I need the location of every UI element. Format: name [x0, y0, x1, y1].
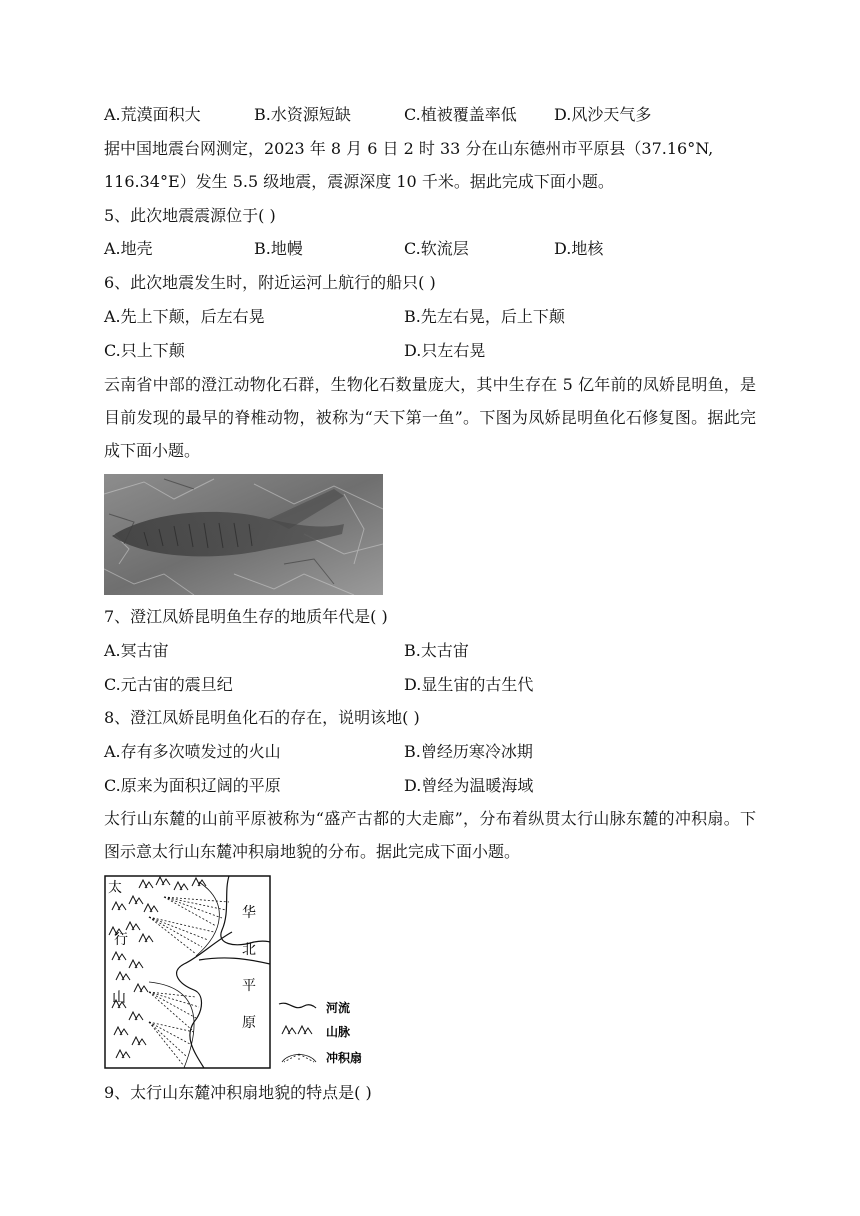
passage-fossil: 云南省中部的澄江动物化石群，生物化石数量庞大，其中生存在 5 亿年前的凤娇昆明鱼，是目前发现的最早的脊椎动物，被称为“天下第一鱼”。下图为凤娇昆明鱼化石修复图。据此完成下面小题。: [104, 375, 756, 460]
q5-option-b: B.地幔: [254, 239, 303, 258]
q7-option-d: D.显生宙的古生代: [404, 675, 534, 694]
map-label-ping: 平: [242, 978, 256, 994]
q7-option-c: C.元古宙的震旦纪: [104, 675, 233, 694]
q8-option-c: C.原来为面积辽阔的平原: [104, 776, 281, 795]
fossil-image: [104, 474, 383, 595]
legend-river-icon: [279, 1003, 316, 1008]
passage-earthquake-line1: 据中国地震台网测定，2023 年 8 月 6 日 2 时 33 分在山东德州市平原县（37.16°N,: [104, 139, 714, 158]
q6-stem: 6、此次地震发生时，附近运河上航行的船只( ): [104, 273, 436, 292]
q6-option-c: C.只上下颠: [104, 341, 185, 360]
passage-alluvial-fan: 太行山东麓的山前平原被称为“盛产古都的大走廊”，分布着纵贯太行山脉东麓的冲积扇。下图示意太行山东麓冲积扇地貌的分布。据此完成下面小题。: [104, 809, 756, 861]
map-label-bei: 北: [242, 942, 256, 958]
q6-option-a: A.先上下颠，后左右晃: [104, 307, 265, 326]
passage-earthquake-line2: 116.34°E）发生 5.5 级地震，震源深度 10 千米。据此完成下面小题。: [104, 172, 614, 191]
q5-option-d: D.地核: [554, 239, 604, 258]
q8-stem: 8、澄江凤娇昆明鱼化石的存在，说明该地( ): [104, 708, 420, 727]
q4-option-c: C.植被覆盖率低: [404, 105, 517, 124]
q7-option-a: A.冥古宙: [104, 641, 169, 660]
q6-option-b: B.先左右晃，后上下颠: [404, 307, 565, 326]
q5-stem: 5、此次地震震源位于( ): [104, 206, 276, 225]
alluvial-fan-map: [104, 872, 374, 1072]
q5-option-a: A.地壳: [104, 239, 153, 258]
map-label-yuan: 原: [242, 1015, 256, 1031]
q4-option-a: A.荒漠面积大: [104, 105, 201, 124]
map-label-hua: 华: [242, 905, 256, 921]
q9-stem: 9、太行山东麓冲积扇地貌的特点是( ): [104, 1083, 372, 1102]
legend-mountain-icon: [282, 1026, 312, 1034]
map-label-hang: 行: [114, 932, 128, 948]
q4-option-d: D.风沙天气多: [554, 105, 652, 124]
legend-fan-icon: [282, 1054, 316, 1062]
q8-option-d: D.曾经为温暖海域: [404, 776, 534, 795]
q4-option-b: B.水资源短缺: [254, 105, 351, 124]
legend-fan-label: 冲积扇: [326, 1051, 363, 1065]
q8-option-a: A.存有多次喷发过的火山: [104, 742, 281, 761]
legend-river-label: 河流: [326, 1001, 351, 1015]
q7-option-b: B.太古宙: [404, 641, 469, 660]
q8-option-b: B.曾经历寒冷冰期: [404, 742, 533, 761]
map-label-tai: 太: [108, 880, 122, 896]
q5-option-c: C.软流层: [404, 239, 469, 258]
legend-mountain-label: 山脉: [326, 1025, 351, 1039]
q6-option-d: D.只左右晃: [404, 341, 486, 360]
q7-stem: 7、澄江凤娇昆明鱼生存的地质年代是( ): [104, 607, 388, 626]
map-label-shan: 山: [112, 990, 126, 1006]
